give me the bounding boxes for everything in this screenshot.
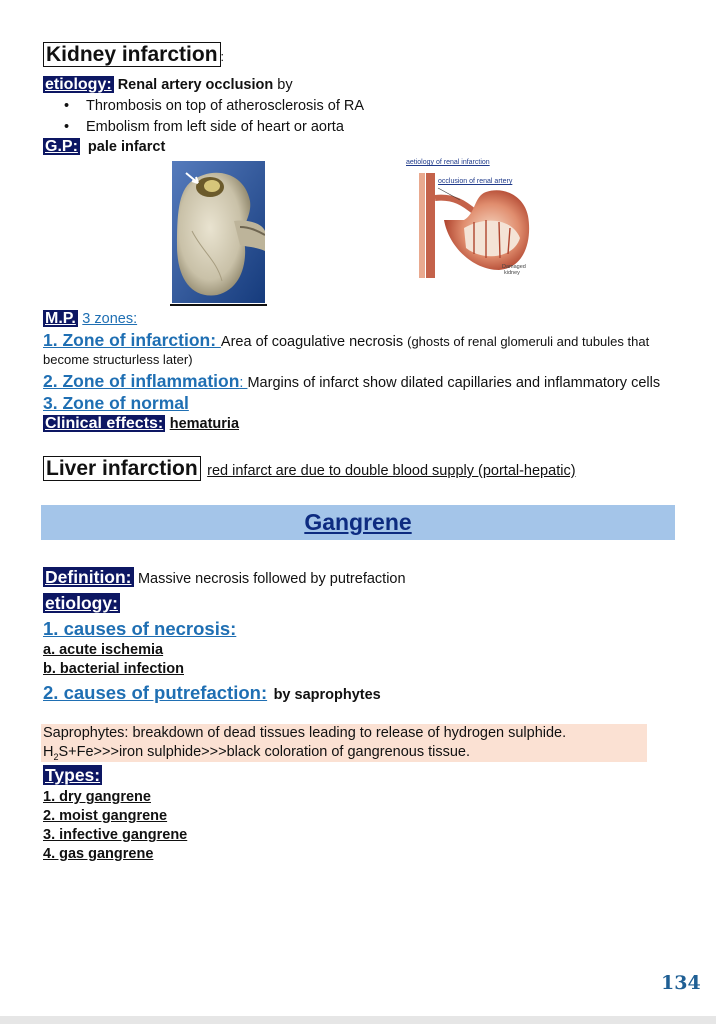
kidney-zone1-small-2: become structurless later) — [43, 352, 193, 367]
gangrene-putrefaction-row — [43, 682, 381, 704]
kidney-etiology-by: by — [273, 77, 293, 93]
kidney-etiology-text: Renal artery occlusion — [117, 77, 274, 93]
gangrene-definition-label: Definition: — [45, 567, 132, 587]
kidney-title-suffix: : — [220, 50, 225, 64]
kidney-etiology-row — [43, 76, 293, 94]
page-bottom-edge — [0, 1016, 716, 1024]
saprophytes-note — [41, 724, 647, 762]
gangrene-type-item: 4. gas gangrene — [43, 846, 154, 862]
gangrene-type-item: 3. infective gangrene — [43, 827, 188, 843]
gangrene-types-row — [43, 765, 102, 786]
gangrene-causes-putrefaction: 2. causes of putrefaction: — [43, 682, 268, 703]
kidney-gp-row — [43, 138, 165, 156]
kidney-specimen-image — [172, 161, 265, 303]
kidney-zone1-small-1: (ghosts of renal glomeruli and tubules that — [407, 334, 650, 349]
gangrene-definition-text: Massive necrosis followed by putrefaction — [137, 571, 406, 587]
kidney-gp-text: pale infarct — [87, 139, 166, 155]
kidney-bullet-item: • Thrombosis on top of atherosclerosis of RA — [43, 96, 643, 117]
renal-diagram-damaged-label — [502, 264, 526, 276]
kidney-bullet-list — [43, 96, 643, 137]
note-rest: S+Fe>>>iron sulphide>>>black coloration of gangrenous tissue. — [58, 744, 471, 760]
gangrene-banner — [41, 505, 675, 540]
kidney-clinical-label: Clinical effects: — [45, 415, 164, 432]
saprophytes-note-line2 — [43, 743, 645, 767]
kidney-clinical-text: hematuria — [169, 416, 240, 432]
kidney-specimen-photo — [172, 161, 265, 303]
kidney-bullet-item: • Embolism from left side of heart or aorta — [43, 117, 643, 138]
kidney-zone1-label: 1. Zone of infarction: — [43, 330, 221, 350]
necrosis-item: b. bacterial infection — [43, 661, 184, 677]
renal-diagram-occlusion-label: occlusion of renal artery — [438, 178, 513, 185]
necrosis-item: a. acute ischemia — [43, 642, 164, 658]
gangrene-type-item: 2. moist gangrene — [43, 808, 168, 824]
kidney-title: Kidney infarction — [43, 42, 221, 67]
kidney-mp-label: M.P. — [45, 310, 76, 327]
kidney-clinical-row — [43, 415, 239, 433]
kidney-zone1-text: Area of coagulative necrosis — [220, 334, 408, 350]
kidney-zone2-label: 2. Zone of inflammation — [43, 371, 240, 391]
renal-infarction-diagram — [404, 158, 534, 283]
kidney-zone2-text: Margins of infarct show dilated capillaries and inflammatory cells — [247, 375, 661, 391]
kidney-mp-text: 3 zones: — [82, 311, 138, 327]
kidney-title-row — [43, 43, 224, 67]
kidney-mp-row — [43, 310, 137, 328]
kidney-etiology-label: etiology: — [45, 76, 112, 93]
kidney-photo-underline — [170, 304, 267, 306]
saprophytes-note-line1: Saprophytes: breakdown of dead tissues leading to release of hydrogen sulphide. — [43, 725, 567, 741]
kidney-gp-label: G.P: — [45, 138, 78, 155]
kidney-zone2-colon: : — [239, 375, 248, 391]
renal-diagram-damaged-line2: kidney — [504, 270, 520, 276]
gangrene-banner-title: Gangrene — [304, 509, 412, 535]
note-h: H — [43, 744, 54, 760]
renal-diagram-damaged-line1: Damaged — [502, 264, 526, 270]
liver-text: red infarct are due to double blood supply (portal-hepatic) — [207, 463, 576, 479]
gangrene-etiology-label: etiology: — [45, 593, 118, 613]
kidney-zone2 — [43, 371, 703, 392]
gangrene-definition-row — [43, 567, 406, 588]
kidney-zone3: 3. Zone of normal — [43, 393, 189, 413]
liver-title: Liver infarction — [43, 456, 201, 481]
kidney-zone1 — [43, 331, 683, 352]
gangrene-putrefaction-text: by saprophytes — [273, 687, 381, 703]
gangrene-etiology-row — [43, 593, 120, 614]
renal-diagram-title: aetiology of renal infarction — [406, 159, 490, 166]
page-number: 134 — [661, 972, 701, 994]
gangrene-type-item: 1. dry gangrene — [43, 789, 151, 805]
gangrene-causes-necrosis: 1. causes of necrosis: — [43, 618, 237, 639]
liver-row — [43, 457, 576, 481]
gangrene-types-label: Types: — [45, 765, 101, 785]
note-sub: 2 — [53, 751, 59, 762]
